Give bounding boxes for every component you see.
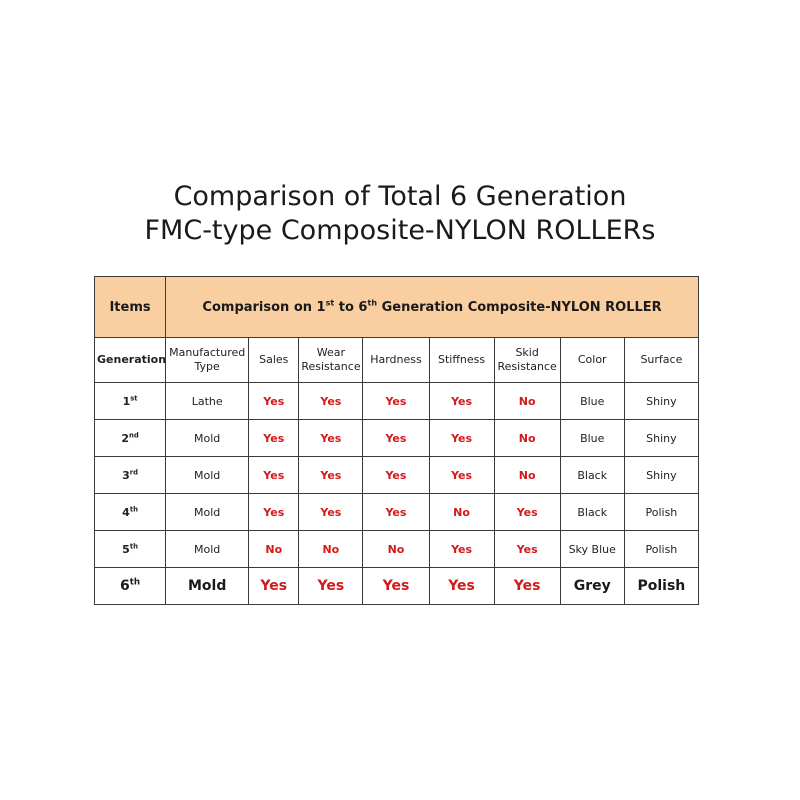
color-cell: Black — [560, 494, 624, 531]
generation-cell: 5th — [95, 531, 166, 568]
hardness-cell: Yes — [363, 568, 429, 605]
surface-cell: Shiny — [624, 420, 698, 457]
sales-cell: No — [249, 531, 299, 568]
skid-cell: Yes — [494, 568, 560, 605]
hardness-cell: No — [363, 531, 429, 568]
generation-cell: 2nd — [95, 420, 166, 457]
color-cell: Black — [560, 457, 624, 494]
hardness-cell: Yes — [363, 383, 429, 420]
stiffness-cell: Yes — [429, 383, 494, 420]
sales-cell: Yes — [249, 420, 299, 457]
table-row — [95, 383, 699, 420]
color-cell: Grey — [560, 568, 624, 605]
column-header-row — [95, 338, 699, 383]
col-skid-resistance: Skid Resistance — [494, 338, 560, 383]
wear-cell: Yes — [299, 383, 363, 420]
wear-cell: Yes — [299, 568, 363, 605]
col-hardness: Hardness — [363, 338, 429, 383]
col-sales: Sales — [249, 338, 299, 383]
skid-cell: Yes — [494, 531, 560, 568]
table-row — [95, 420, 699, 457]
surface-cell: Shiny — [624, 457, 698, 494]
wear-cell: No — [299, 531, 363, 568]
wear-cell: Yes — [299, 494, 363, 531]
wear-cell: Yes — [299, 457, 363, 494]
col-manufactured-type: Manufactured Type — [166, 338, 249, 383]
sales-cell: Yes — [249, 568, 299, 605]
comparison-table — [94, 276, 699, 605]
skid-cell: Yes — [494, 494, 560, 531]
manufactured-type-cell: Mold — [166, 457, 249, 494]
stiffness-cell: Yes — [429, 457, 494, 494]
page-title — [0, 180, 800, 248]
manufactured-type-cell: Lathe — [166, 383, 249, 420]
title-line-1: Comparison of Total 6 Generation — [173, 181, 627, 212]
stiffness-cell: Yes — [429, 531, 494, 568]
color-cell: Blue — [560, 383, 624, 420]
comparison-header: Comparison on 1st to 6th Generation Composite-NYLON ROLLER — [166, 277, 699, 338]
col-generation: Generation — [95, 338, 166, 383]
table-row — [95, 531, 699, 568]
manufactured-type-cell: Mold — [166, 420, 249, 457]
col-color: Color — [560, 338, 624, 383]
stiffness-cell: No — [429, 494, 494, 531]
generation-cell: 3rd — [95, 457, 166, 494]
sales-cell: Yes — [249, 494, 299, 531]
col-stiffness: Stiffness — [429, 338, 494, 383]
title-line-2: FMC-type Composite-NYLON ROLLERs — [144, 215, 656, 246]
table-header-row — [95, 277, 699, 338]
surface-cell: Shiny — [624, 383, 698, 420]
items-header: Items — [95, 277, 166, 338]
color-cell: Sky Blue — [560, 531, 624, 568]
manufactured-type-cell: Mold — [166, 531, 249, 568]
surface-cell: Polish — [624, 531, 698, 568]
table-row — [95, 457, 699, 494]
stiffness-cell: Yes — [429, 420, 494, 457]
generation-cell: 6th — [95, 568, 166, 605]
hardness-cell: Yes — [363, 457, 429, 494]
surface-cell: Polish — [624, 568, 698, 605]
manufactured-type-cell: Mold — [166, 494, 249, 531]
stiffness-cell: Yes — [429, 568, 494, 605]
sales-cell: Yes — [249, 457, 299, 494]
skid-cell: No — [494, 383, 560, 420]
table-row — [95, 568, 699, 605]
hardness-cell: Yes — [363, 494, 429, 531]
sales-cell: Yes — [249, 383, 299, 420]
surface-cell: Polish — [624, 494, 698, 531]
hardness-cell: Yes — [363, 420, 429, 457]
col-wear-resistance: Wear Resistance — [299, 338, 363, 383]
col-surface: Surface — [624, 338, 698, 383]
skid-cell: No — [494, 457, 560, 494]
color-cell: Blue — [560, 420, 624, 457]
table-row — [95, 494, 699, 531]
generation-cell: 4th — [95, 494, 166, 531]
manufactured-type-cell: Mold — [166, 568, 249, 605]
skid-cell: No — [494, 420, 560, 457]
wear-cell: Yes — [299, 420, 363, 457]
generation-cell: 1st — [95, 383, 166, 420]
